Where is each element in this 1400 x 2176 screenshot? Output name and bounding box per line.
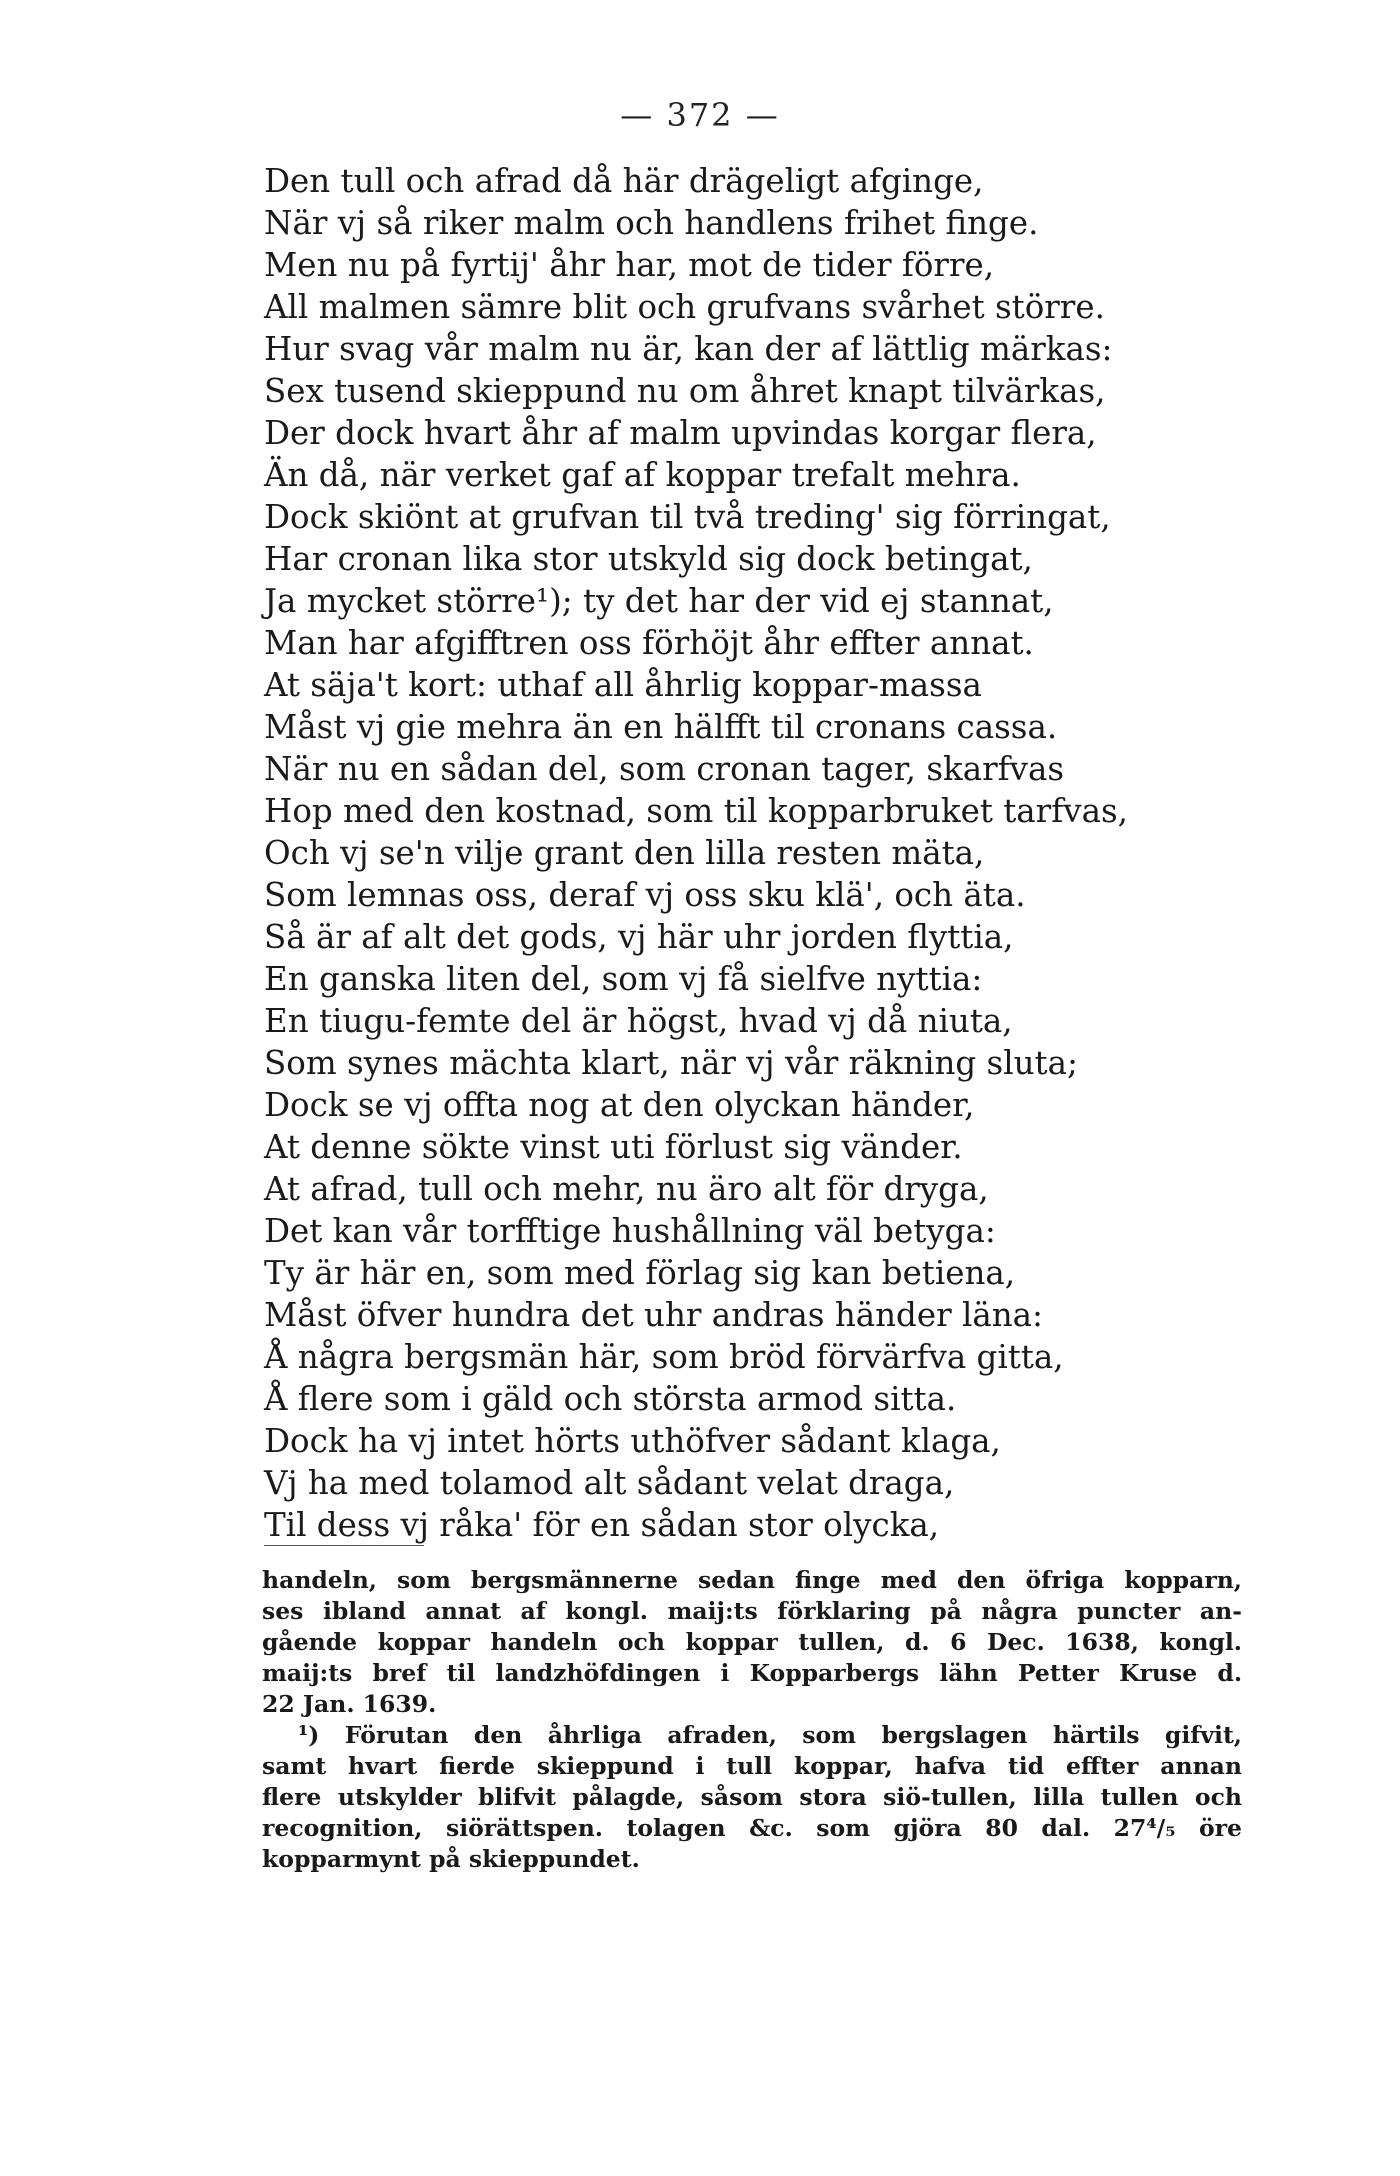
poem-line: Å flere som i gäld och största armod sitta. (264, 1380, 957, 1418)
footnotes (262, 1565, 1242, 1875)
poem-line: När vj så riker malm och handlens frihet finge. (264, 204, 1039, 242)
footnote-line: kopparmynt på skieppundet. (262, 1845, 640, 1873)
poem-line: Hur svag vår malm nu är, kan der af lättlig märkas: (264, 330, 1113, 368)
poem-line: Ty är här en, som med förlag sig kan betiena, (264, 1254, 1016, 1292)
footnote-line: recognition, siörättspen. tolagen &c. som gjöra 80 dal. 27⁴/₅ öre (262, 1814, 1242, 1842)
poem-line: När nu en sådan del, som cronan tager, skarfvas (264, 750, 1065, 788)
poem-line: Än då, när verket gaf af koppar trefalt mehra. (264, 456, 1021, 494)
poem-line: Har cronan lika stor utskyld sig dock betingat, (264, 540, 1033, 578)
poem-line: Måst vj gie mehra än en hälfft til cronans cassa. (264, 708, 1058, 746)
poem-line: At afrad, tull och mehr, nu äro alt för dryga, (264, 1170, 989, 1208)
footnote-line: maij:ts bref til landzhöfdingen i Kopparbergs lähn Petter Kruse d. (262, 1659, 1242, 1687)
poem-text (264, 160, 1264, 1546)
footnote-line: handeln, som bergsmännerne sedan finge med den öfriga kopparn, (262, 1566, 1242, 1594)
poem-line: Men nu på fyrtij' åhr har, mot de tider förre, (264, 246, 995, 284)
footnote-line: ses ibland annat af kongl. maij:ts förklaring på några puncter an- (262, 1597, 1242, 1625)
poem-line: Som synes mächta klart, när vj vår räkning sluta; (264, 1044, 1078, 1082)
poem-line: Man har afgifftren oss förhöjt åhr effter annat. (264, 624, 1034, 662)
poem-line: Der dock hvart åhr af malm upvindas korgar flera, (264, 414, 1097, 452)
footnote-line: ¹) Förutan den åhrliga afraden, som bergslagen härtils gifvit, (298, 1721, 1242, 1749)
poem-line: En ganska liten del, som vj få sielfve nyttia: (264, 960, 983, 998)
footnote-line: gående koppar handeln och koppar tullen, d. 6 Dec. 1638, kongl. (262, 1628, 1242, 1656)
poem-line: Til dess vj råka' för en sådan stor olycka, (264, 1506, 940, 1544)
poem-line: Hop med den kostnad, som til kopparbruket tarfvas, (264, 792, 1128, 830)
poem-line: Måst öfver hundra det uhr andras händer läna: (264, 1296, 1043, 1334)
poem-line: Och vj se'n vilje grant den lilla resten mäta, (264, 834, 985, 872)
poem-line: En tiugu-femte del är högst, hvad vj då niuta, (264, 1002, 1013, 1040)
poem-line: Dock se vj offta nog at den olyckan händer, (264, 1086, 975, 1124)
poem-line: Som lemnas oss, deraf vj oss sku klä', och äta. (264, 876, 1026, 914)
poem-line: At denne sökte vinst uti förlust sig vänder. (264, 1128, 963, 1166)
poem-line: Den tull och afrad då här drägeligt afginge, (264, 162, 984, 200)
poem-line: Å några bergsmän här, som bröd förvärfva gitta, (264, 1338, 1064, 1376)
footnote-line: 22 Jan. 1639. (262, 1690, 437, 1718)
poem-line: Ja mycket större¹); ty det har der vid ej stannat, (264, 582, 1054, 620)
footnote-divider (264, 1545, 424, 1546)
poem-line: Det kan vår torfftige hushållning väl betyga: (264, 1212, 996, 1250)
poem-line: Vj ha med tolamod alt sådant velat draga, (264, 1464, 955, 1502)
poem-line: At säja't kort: uthaf all åhrlig koppar-massa (264, 666, 982, 704)
poem-line: Sex tusend skieppund nu om åhret knapt tilvärkas, (264, 372, 1106, 410)
poem-line: Dock skiönt at grufvan til två treding' sig förringat, (264, 498, 1111, 536)
footnote-line: flere utskylder blifvit pålagde, såsom stora siö-tullen, lilla tullen och (262, 1783, 1242, 1811)
page-number: — 372 — (620, 96, 780, 134)
poem-line: Dock ha vj intet hörts uthöfver sådant klaga, (264, 1422, 1001, 1460)
poem-line: Så är af alt det gods, vj här uhr jorden flyttia, (264, 918, 1014, 956)
poem-line: All malmen sämre blit och grufvans svårhet större. (264, 288, 1105, 326)
footnote-line: samt hvart fierde skieppund i tull koppar, hafva tid effter annan (262, 1752, 1242, 1780)
